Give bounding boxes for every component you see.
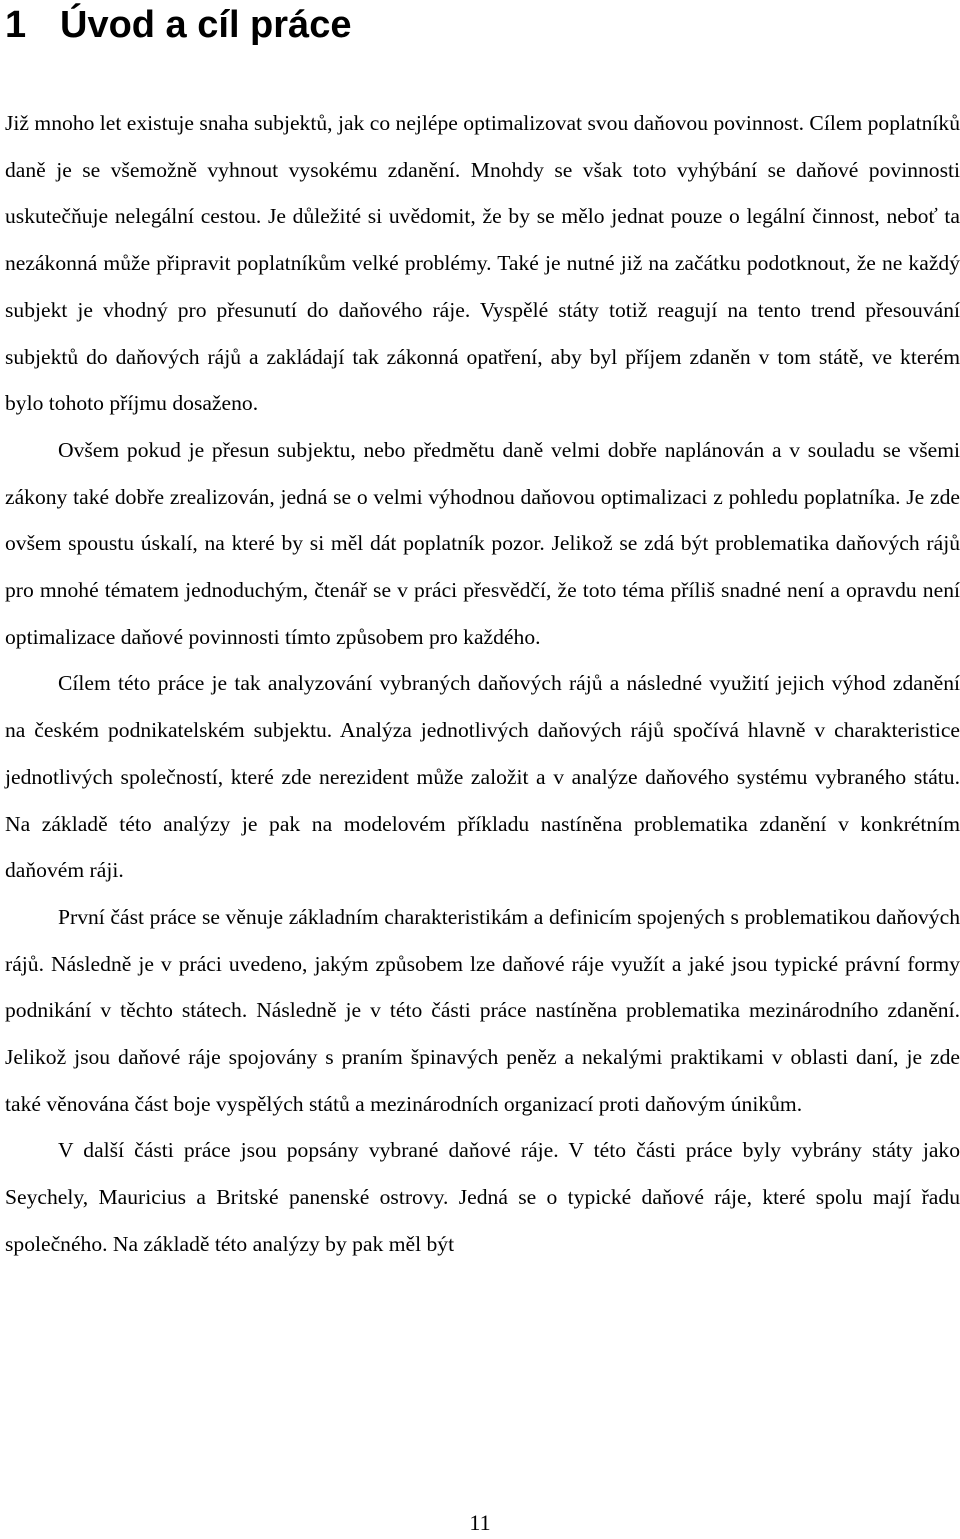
paragraph-5: V další části práce jsou popsány vybrané daňové ráje. V této části práce byly vybrány státy jako Seychely, Mauricius a Britské panenské ostrovy. Jedná se o typické daňové ráje, které spolu mají řadu společného. Na základě této analýzy by pak měl být (5, 1138, 960, 1256)
chapter-title: Úvod a cíl práce (60, 4, 352, 46)
paragraph-2: Ovšem pokud je přesun subjektu, nebo předmětu daně velmi dobře naplánován a v souladu se všemi zákony také dobře zrealizován, jedná se o velmi výhodnou daňovou optimalizaci z pohledu poplatníka. Je zde ovšem spoustu úskalí, na které by si měl dát poplatník pozor. Jelikož se zdá být problematika daňových rájů pro mnohé tématem jednoduchým, čtenář se v práci přesvědčí, že toto téma příliš snadné není a opravdu není optimalizace daňové povinnosti tímto způsobem pro každého. (5, 437, 960, 649)
paragraph-3: Cílem této práce je tak analyzování vybraných daňových rájů a následné využití jejich výhod zdanění na českém podnikatelském subjektu. Analýza jednotlivých daňových rájů spočívá hlavně v charakteristice jednotlivých společností, které zde nerezident může založit a v analýze daňového systému vybraného státu. Na základě této analýzy je pak na modelovém příkladu nastíněna problematika zdanění v konkrétním daňovém ráji. (5, 671, 960, 883)
body-text (5, 100, 960, 1268)
paragraph-4: První část práce se věnuje základním charakteristikám a definicím spojených s problematikou daňových rájů. Následně je v práci uvedeno, jakým způsobem lze daňové ráje využít a jaké jsou typické právní formy podnikání v těchto státech. Následně je v této části práce nastíněna problematika mezinárodního zdanění. Jelikož jsou daňové ráje spojovány s praním špinavých peněz a nekalými praktikami v oblasti daní, je zde také věnována část boje vyspělých států a mezinárodních organizací proti daňovým únikům. (5, 904, 960, 1116)
page-number: 11 (469, 1510, 491, 1535)
chapter-number: 1 (5, 4, 27, 46)
paragraph-1: Již mnoho let existuje snaha subjektů, jak co nejlépe optimalizovat svou daňovou povinnost. Cílem poplatníků daně je se všemožně vyhnout vysokému zdanění. Mnohdy se však toto vyhýbání se daňové povinnosti uskutečňuje nelegální cestou. Je důležité si uvědomit, že by se mělo jednat pouze o legální činnost, neboť ta nezákonná může připravit poplatníkům velké problémy. Také je nutné již na začátku podotknout, že ne každý subjekt je vhodný pro přesunutí do daňového ráje. Vyspělé státy totiž reagují na tento trend přesouvání subjektů do daňových rájů a zakládají tak zákonná opatření, aby byl příjem zdaněn v tom státě, ve kterém bylo tohoto příjmu dosaženo. (5, 111, 960, 416)
chapter-heading (5, 2, 351, 48)
